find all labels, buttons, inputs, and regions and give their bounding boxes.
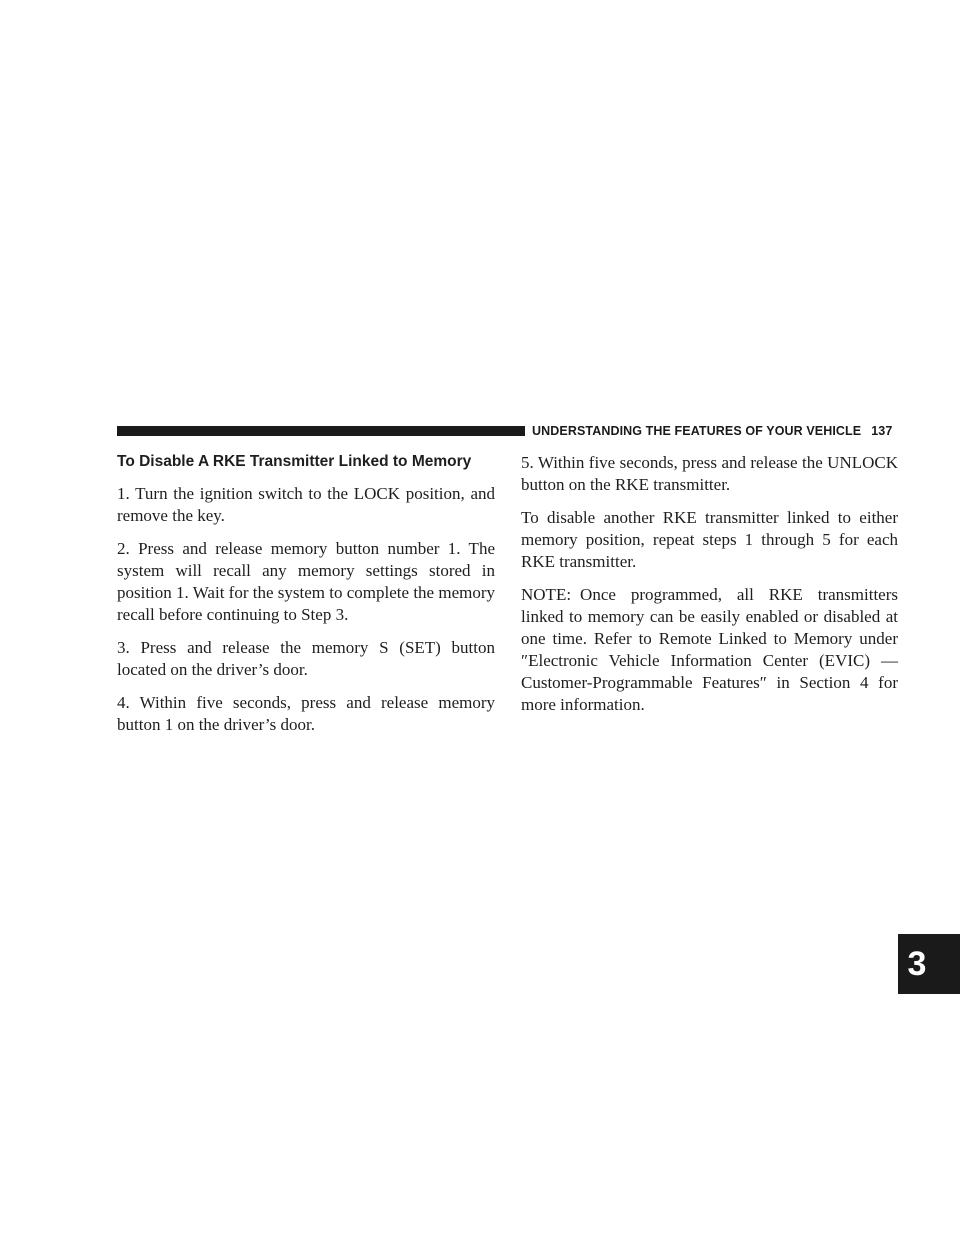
- page-number: 137: [871, 424, 893, 438]
- left-column: [117, 452, 495, 747]
- note-label: NOTE:: [521, 585, 572, 604]
- step-5: 5. Within five seconds, press and release the UNLOCK button on the RKE transmitter.: [521, 453, 898, 494]
- section-number: 3: [907, 945, 927, 983]
- right-column: [521, 452, 898, 727]
- step-3: 3. Press and release the memory S (SET) button located on the driver’s door.: [117, 638, 495, 679]
- step-2: 2. Press and release memory button number 1. The system will recall any memory settings stored in position 1. Wait for the system to complete the memory recall before continuing to Step 3.: [117, 539, 495, 624]
- repeat-instructions: To disable another RKE transmitter linked to either memory position, repeat steps 1 through 5 for each RKE transmitter.: [521, 508, 898, 571]
- note-text: Once programmed, all RKE transmitters linked to memory can be easily enabled or disabled at one time. Refer to Remote Linked to Memory under ″Electronic Vehicle Information Center (EVIC) — Customer-Programmable Features″ in Section 4 for more information.: [521, 585, 898, 714]
- running-header: [532, 421, 897, 441]
- note-paragraph: [521, 584, 898, 716]
- section-tab: [898, 934, 960, 994]
- section-heading: To Disable A RKE Transmitter Linked to Memory: [117, 453, 472, 470]
- chapter-title: UNDERSTANDING THE FEATURES OF YOUR VEHICLE: [532, 424, 862, 438]
- header-rule: [117, 426, 525, 436]
- step-1: 1. Turn the ignition switch to the LOCK position, and remove the key.: [117, 484, 495, 525]
- step-4: 4. Within five seconds, press and release memory button 1 on the driver’s door.: [117, 693, 495, 734]
